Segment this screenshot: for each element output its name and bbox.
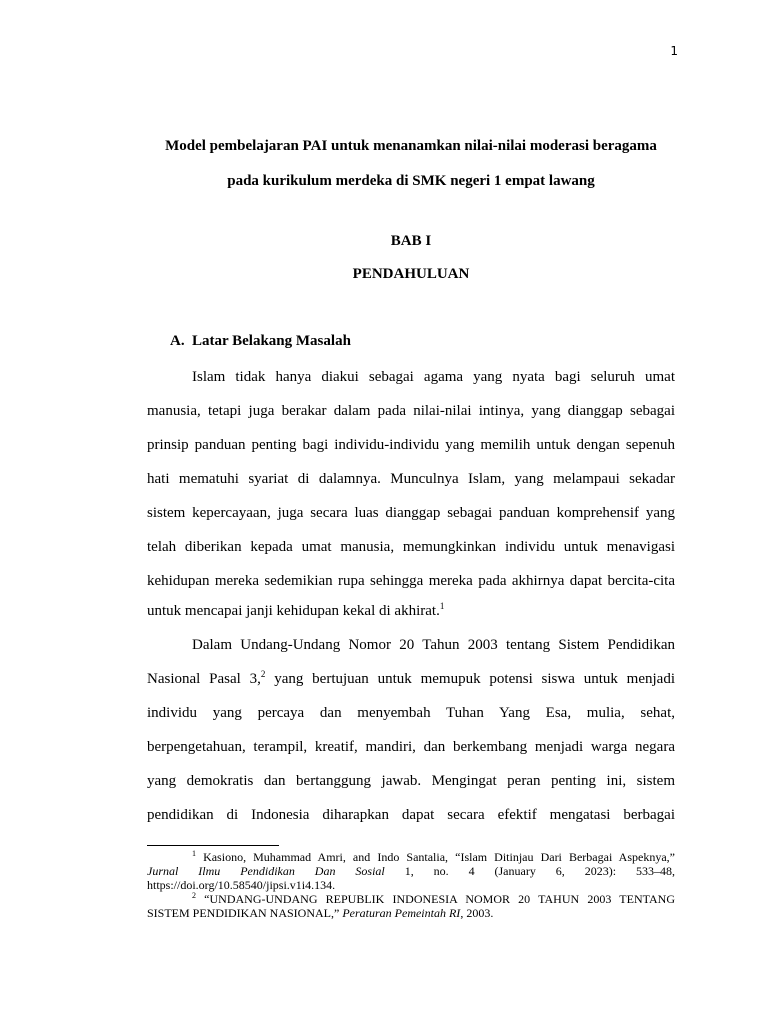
section-heading-text: Latar Belakang Masalah [192, 333, 351, 349]
footnote-2-line [192, 892, 675, 906]
paragraph-2-line: berpengetahuan, terampil, kreatif, mandiri, dan berkembang menjadi warga negara [147, 739, 675, 755]
paragraph-1-line: telah diberikan kepada umat manusia, memungkinkan individu untuk menavigasi [147, 539, 675, 555]
paragraph-1-line-text: untuk mencapai janji kehidupan kekal di akhirat. [147, 603, 440, 619]
footnote-2-text: , 2003. [460, 906, 494, 920]
footnote-1-text: 1, no. 4 (January 6, 2023): 533–48, [384, 864, 675, 878]
footnote-separator [147, 845, 279, 846]
paragraph-1-line: hati mematuhi syariat di dalamnya. Munculnya Islam, yang melampaui sekadar [147, 471, 675, 487]
section-heading [170, 332, 351, 350]
paragraph-2-line: pendidikan di Indonesia diharapkan dapat secara efektif mengatasi berbagai [147, 807, 675, 823]
footnote-2-text: “UNDANG-UNDANG REPUBLIK INDONESIA NOMOR 20 TAHUN 2003 TENTANG [196, 892, 675, 906]
footnote-1-journal: Jurnal Ilmu Pendidikan Dan Sosial [147, 864, 385, 878]
chapter-name: PENDAHULUAN [352, 266, 470, 282]
paragraph-1-line: prinsip panduan penting bagi individu-individu yang memilih untuk dengan sepenuh [147, 437, 675, 453]
footnote-2-text: SISTEM PENDIDIKAN NASIONAL,” [147, 906, 343, 920]
chapter-label: BAB I [390, 233, 432, 249]
page-number: 1 [670, 44, 678, 58]
footnote-ref-1[interactable]: 1 [439, 601, 445, 611]
footnote-1-number: 1 [192, 849, 196, 858]
paragraph-1-line: Islam tidak hanya diakui sebagai agama yang nyata bagi seluruh umat [192, 369, 675, 385]
paragraph-1-line: kehidupan mereka sedemikian rupa sehingga mereka pada akhirnya dapat bercita-cita [147, 573, 675, 589]
paragraph-1-last-line [147, 602, 675, 620]
footnote-1-text: Kasiono, Muhammad Amri, and Indo Santalia, “Islam Ditinjau Dari Berbagai Aspeknya,” [196, 850, 675, 864]
paragraph-2-line: Dalam Undang-Undang Nomor 20 Tahun 2003 tentang Sistem Pendidikan [192, 637, 675, 653]
paragraph-2-line-text: Nasional Pasal 3, [147, 671, 261, 687]
footnote-2-number: 2 [192, 891, 196, 900]
paragraph-2-line: individu yang percaya dan menyembah Tuhan Yang Esa, mulia, sehat, [147, 705, 675, 721]
paragraph-2-line: yang demokratis dan bertanggung jawab. Mengingat peran penting ini, sistem [147, 773, 675, 789]
section-letter: A. [170, 333, 185, 349]
paragraph-2-line-text: yang bertujuan untuk memupuk potensi siswa untuk menjadi [265, 671, 675, 687]
footnote-2-line [147, 906, 675, 920]
paragraph-2-line [147, 670, 675, 688]
paragraph-1-line: sistem kepercayaan, juga secara luas dianggap sebagai panduan komprehensif yang [147, 505, 675, 521]
footnote-1-line [147, 864, 675, 878]
footnote-1-doi-link[interactable]: https://doi.org/10.58540/jipsi.v1i4.134. [147, 878, 336, 892]
footnote-1-line [192, 850, 675, 864]
document-title-line-1: Model pembelajaran PAI untuk menanamkan nilai-nilai moderasi beragama [165, 138, 657, 154]
document-title-line-2: pada kurikulum merdeka di SMK negeri 1 empat lawang [227, 173, 595, 189]
footnote-2-source: Peraturan Pemeintah RI [342, 906, 461, 920]
paragraph-1-line: manusia, tetapi juga berakar dalam pada nilai-nilai intinya, yang dianggap sebagai [147, 403, 675, 419]
footnote-ref-2[interactable]: 2 [260, 669, 266, 679]
